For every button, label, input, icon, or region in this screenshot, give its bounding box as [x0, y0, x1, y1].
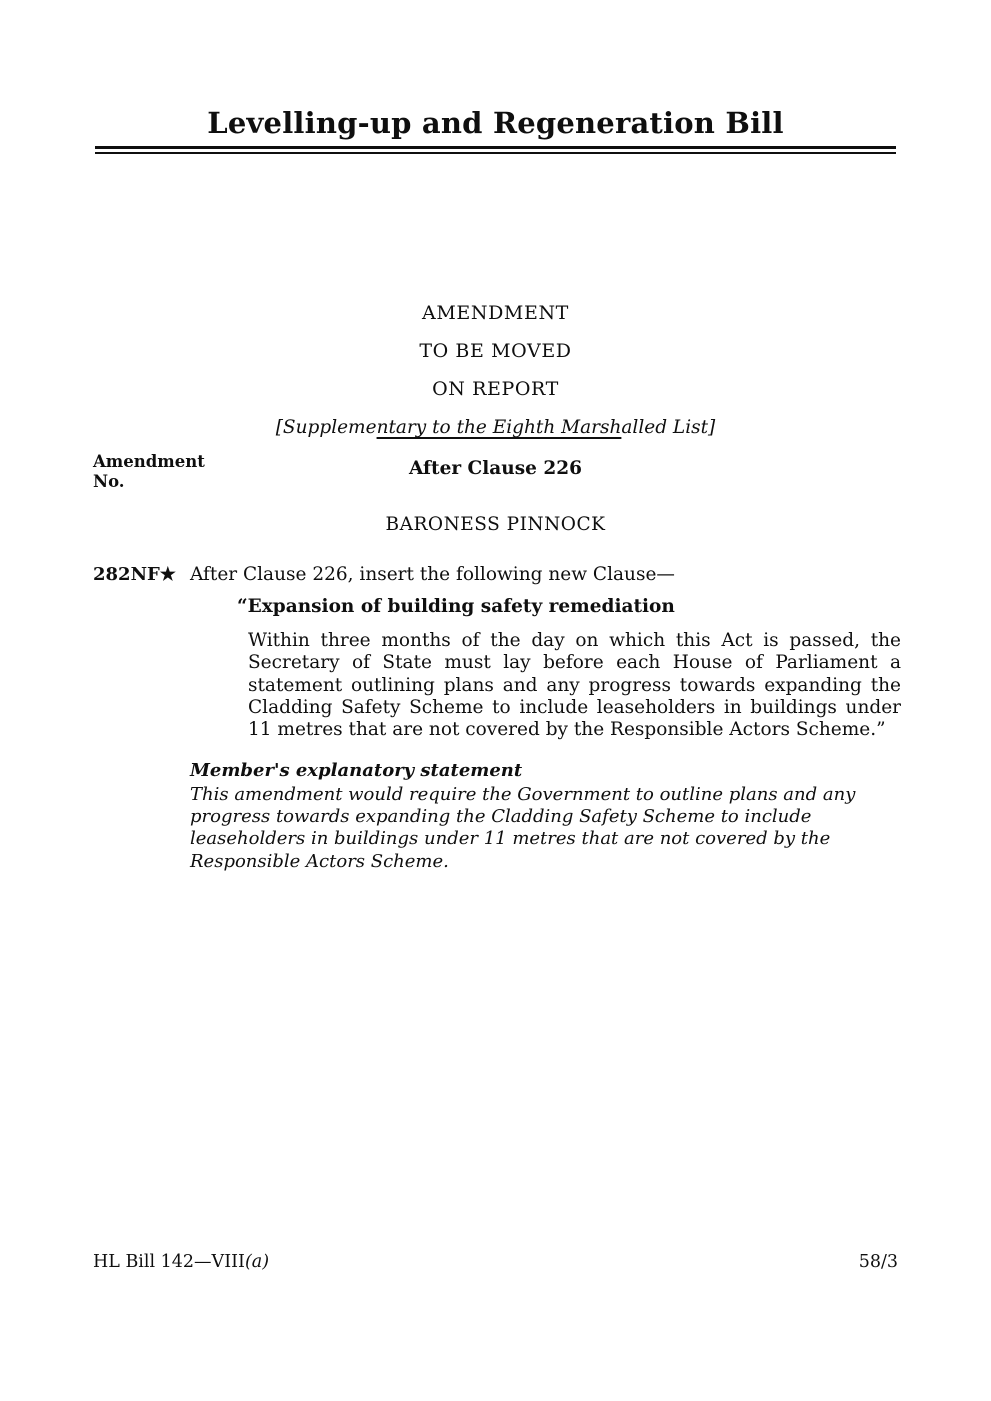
place-heading-after-clause-226: After Clause 226 [409, 458, 582, 479]
header-line-to-be-moved: TO BE MOVED [419, 340, 572, 362]
explanatory-statement-text: This amendment would require the Government to outline plans and any progress towards expanding the Cladding Safety Scheme to include leaseholders in buildings under 11 metres that are not covered by the Responsible Actors Scheme. [190, 784, 856, 872]
marshalled-list-note [0, 417, 991, 438]
page-title: Levelling-up and Regeneration Bill [207, 106, 784, 140]
new-clause-title: “Expansion of building safety remediation [237, 596, 675, 617]
footer-bill-reference-main: HL Bill 142—VIII [93, 1252, 245, 1272]
header-line-on-report: ON REPORT [432, 378, 559, 400]
footer-bill-reference [93, 1252, 269, 1272]
amendment-number: 282NF★ [93, 564, 176, 585]
amendment-instruction: After Clause 226, insert the following new Clause— [190, 564, 675, 585]
amendment-no-label-line2: No. [93, 472, 125, 491]
new-clause-text: Within three months of the day on which this Act is passed, the Secretary of State must lay before each House of Parliament a statement outlining plans and any progress towards expanding the Cladding Safety Scheme to include leaseholders in buildings under 11 metres that are not covered by the Responsible Actors Scheme.” [248, 630, 901, 741]
header-line-amendment: AMENDMENT [422, 302, 569, 324]
footer-bill-reference-suffix: (a) [244, 1252, 270, 1272]
marshalled-note-prefix: [Suppleme [275, 417, 377, 438]
marshalled-note-suffix: alled List] [621, 417, 716, 438]
mover-name: BARONESS PINNOCK [385, 514, 606, 535]
footer-sheet-number: 58/3 [858, 1252, 898, 1272]
title-double-rule [95, 146, 896, 154]
amendment-no-label-line1: Amendment [93, 452, 205, 471]
explanatory-statement-heading: Member's explanatory statement [190, 760, 523, 781]
marshalled-list-link[interactable]: ntary to the Eighth Marsh [376, 417, 622, 438]
